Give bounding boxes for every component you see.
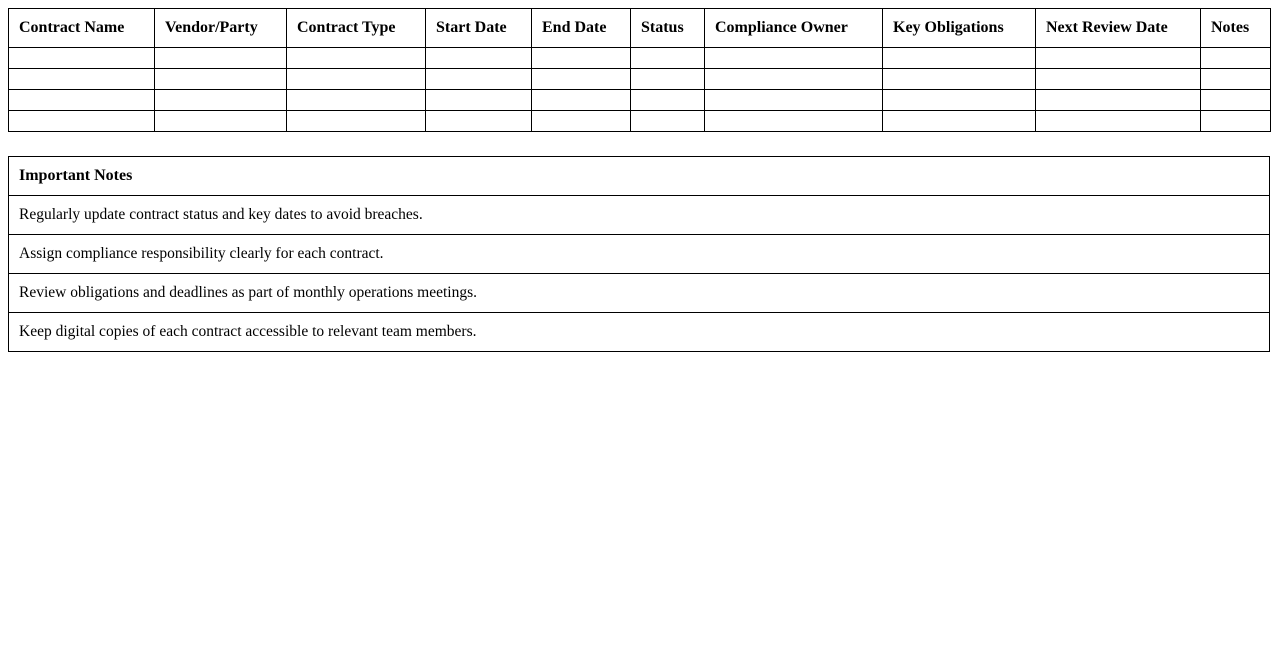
column-header-status: Status (631, 9, 705, 48)
contract-tracker-table (8, 8, 1271, 132)
cell-notes[interactable] (1201, 111, 1271, 132)
cell-notes[interactable] (1201, 48, 1271, 69)
cell-status[interactable] (631, 48, 705, 69)
cell-vendor-party[interactable] (155, 90, 287, 111)
cell-notes[interactable] (1201, 90, 1271, 111)
cell-contract-name[interactable] (9, 111, 155, 132)
cell-next-review-date[interactable] (1036, 69, 1201, 90)
note-row (9, 274, 1270, 313)
cell-status[interactable] (631, 69, 705, 90)
cell-compliance-owner[interactable] (705, 111, 883, 132)
cell-vendor-party[interactable] (155, 48, 287, 69)
cell-vendor-party[interactable] (155, 111, 287, 132)
cell-contract-name[interactable] (9, 48, 155, 69)
column-header-end-date: End Date (532, 9, 631, 48)
note-item: Regularly update contract status and key dates to avoid breaches. (9, 196, 1270, 235)
cell-end-date[interactable] (532, 69, 631, 90)
cell-contract-name[interactable] (9, 69, 155, 90)
cell-key-obligations[interactable] (883, 90, 1036, 111)
table-row (9, 90, 1271, 111)
note-item: Assign compliance responsibility clearly for each contract. (9, 235, 1270, 274)
column-header-key-obligations: Key Obligations (883, 9, 1036, 48)
cell-start-date[interactable] (426, 69, 532, 90)
notes-heading-row (9, 157, 1270, 196)
cell-contract-type[interactable] (287, 90, 426, 111)
cell-contract-type[interactable] (287, 111, 426, 132)
column-header-start-date: Start Date (426, 9, 532, 48)
cell-end-date[interactable] (532, 48, 631, 69)
note-item: Keep digital copies of each contract accessible to relevant team members. (9, 313, 1270, 352)
cell-key-obligations[interactable] (883, 69, 1036, 90)
cell-notes[interactable] (1201, 69, 1271, 90)
cell-vendor-party[interactable] (155, 69, 287, 90)
column-header-compliance-owner: Compliance Owner (705, 9, 883, 48)
cell-compliance-owner[interactable] (705, 69, 883, 90)
table-row (9, 111, 1271, 132)
column-header-contract-type: Contract Type (287, 9, 426, 48)
contract-table-body (9, 48, 1271, 132)
note-row (9, 235, 1270, 274)
cell-end-date[interactable] (532, 111, 631, 132)
cell-start-date[interactable] (426, 111, 532, 132)
cell-contract-name[interactable] (9, 90, 155, 111)
cell-contract-type[interactable] (287, 69, 426, 90)
column-header-notes: Notes (1201, 9, 1271, 48)
column-header-next-review-date: Next Review Date (1036, 9, 1201, 48)
cell-key-obligations[interactable] (883, 111, 1036, 132)
cell-key-obligations[interactable] (883, 48, 1036, 69)
cell-status[interactable] (631, 90, 705, 111)
cell-contract-type[interactable] (287, 48, 426, 69)
page-content (8, 8, 1270, 352)
header-row (9, 9, 1271, 48)
cell-next-review-date[interactable] (1036, 111, 1201, 132)
cell-start-date[interactable] (426, 90, 532, 111)
cell-status[interactable] (631, 111, 705, 132)
notes-heading: Important Notes (9, 157, 1270, 196)
cell-next-review-date[interactable] (1036, 48, 1201, 69)
table-row (9, 69, 1271, 90)
note-item: Review obligations and deadlines as part of monthly operations meetings. (9, 274, 1270, 313)
cell-end-date[interactable] (532, 90, 631, 111)
column-header-contract-name: Contract Name (9, 9, 155, 48)
important-notes-table (8, 156, 1270, 352)
note-row (9, 313, 1270, 352)
cell-compliance-owner[interactable] (705, 48, 883, 69)
cell-next-review-date[interactable] (1036, 90, 1201, 111)
table-row (9, 48, 1271, 69)
column-header-vendor-party: Vendor/Party (155, 9, 287, 48)
cell-compliance-owner[interactable] (705, 90, 883, 111)
note-row (9, 196, 1270, 235)
cell-start-date[interactable] (426, 48, 532, 69)
